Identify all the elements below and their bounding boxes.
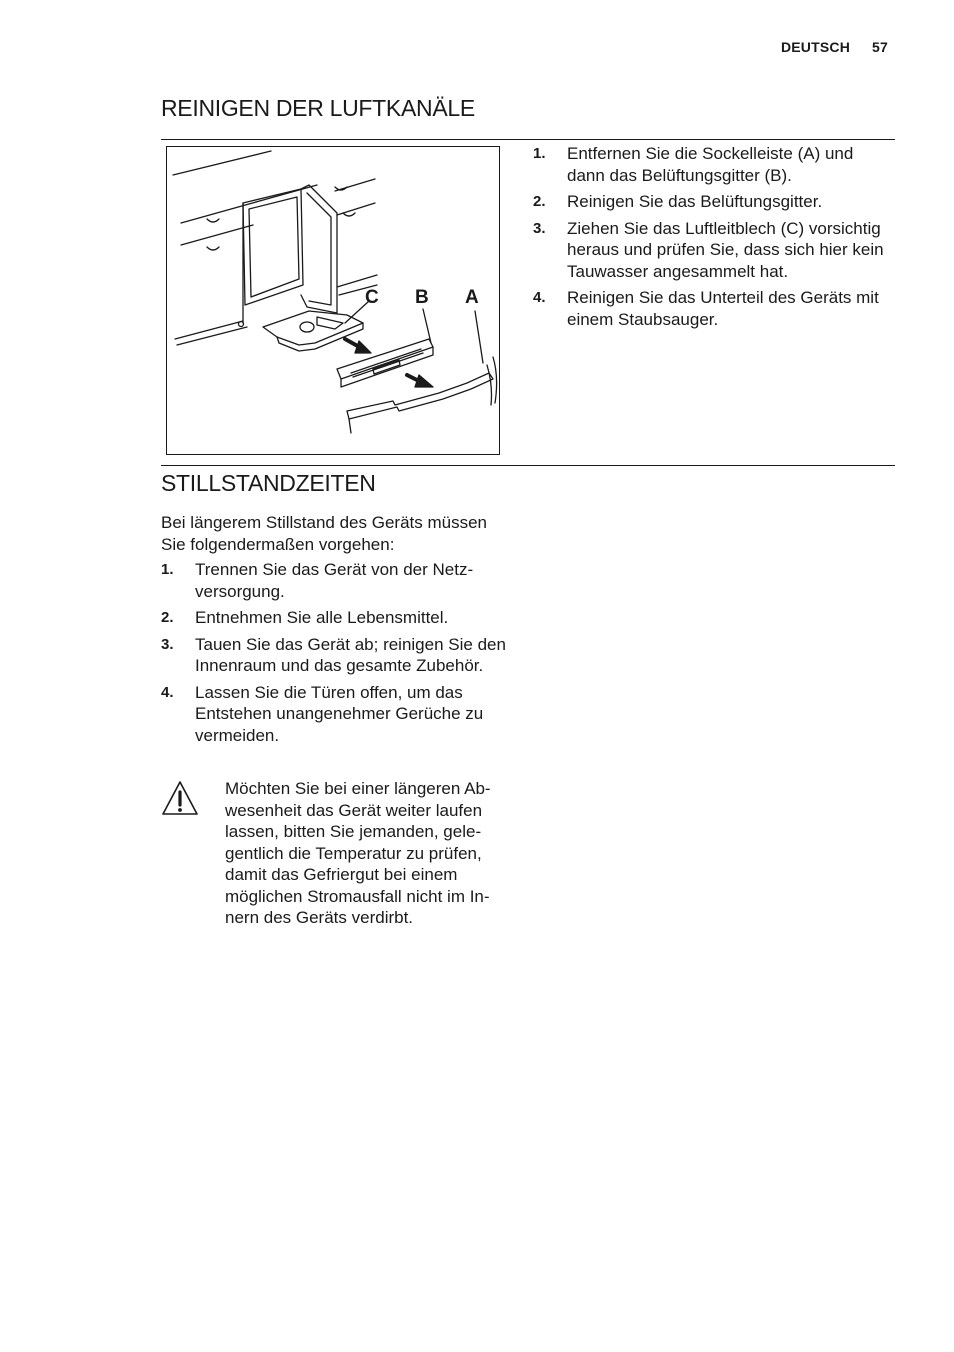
appliance-drawing xyxy=(167,147,499,454)
list-item: 4. Reinigen Sie das Unterteil des Geräts mit einem Staubsauger. xyxy=(533,288,879,329)
warning-triangle-icon xyxy=(161,780,199,821)
air-duct-illustration xyxy=(166,146,500,455)
figure-label-a: A xyxy=(465,287,479,308)
section-divider-top xyxy=(161,139,895,140)
standstill-steps xyxy=(161,559,506,751)
section-title-air-ducts: REINIGEN DER LUFTKANÄLE xyxy=(161,95,475,121)
list-item: 3. Tauen Sie das Gerät ab; reinigen Sie den Innenraum und das gesamte Zubehör. xyxy=(161,634,506,675)
figure-label-b: B xyxy=(415,287,429,308)
list-item: 4. Lassen Sie die Türen offen, um das Entstehen unangenehmer Gerüche zu vermeiden. xyxy=(161,682,484,745)
figure-label-c: C xyxy=(365,287,379,308)
section-title-standstill: STILLSTANDZEITEN xyxy=(161,470,376,496)
header-language: DEUTSCH xyxy=(780,39,851,55)
standstill-intro: Bei längerem Stillstand des Geräts müssen Sie folgendermaßen vorgehen: xyxy=(161,513,487,554)
list-item: 1. Trennen Sie das Gerät von der Netzversorgung. xyxy=(161,560,474,601)
page-number: 57 xyxy=(872,39,888,55)
air-duct-steps xyxy=(533,143,893,335)
list-item: 3. Ziehen Sie das Luftleitblech (C) vorsichtig heraus und prüfen Sie, dass sich hier kein Tauwasser angesammelt hat. xyxy=(533,218,884,281)
warning-text: Möchten Sie bei einer längeren Abwesenheit das Gerät weiter laufen lassen, bitten Sie jemanden, gelegentlich die Temperatur zu prüfen, damit das Gefriergut bei einem möglichen Stromausfall nicht im Innern des Geräts verdirbt. xyxy=(225,779,491,927)
page-header xyxy=(781,39,888,55)
section-divider-middle xyxy=(161,465,895,466)
list-item: 1. Entfernen Sie die Sockelleiste (A) und dann das Belüftungsgitter (B). xyxy=(533,144,854,185)
list-item: 2. Entnehmen Sie alle Lebensmittel. xyxy=(161,608,449,627)
list-item: 2. Reinigen Sie das Belüftungsgitter. xyxy=(533,192,823,211)
